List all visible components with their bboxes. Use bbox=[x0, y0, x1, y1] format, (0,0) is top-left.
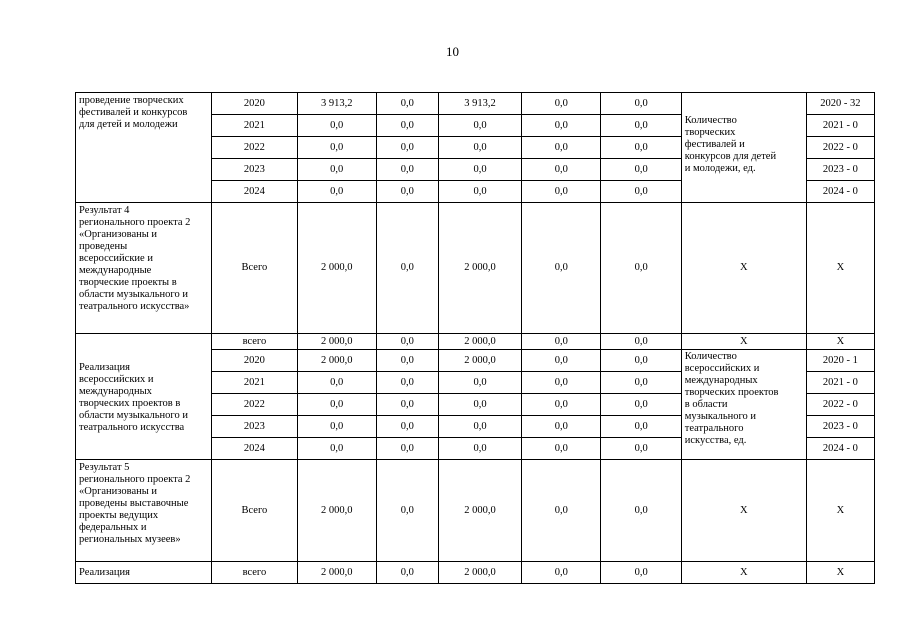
event-description-cell: Реализация всероссийских и международных творческих проектов в области музыкального и театрального искусства bbox=[76, 334, 212, 460]
year-cell: 2024 bbox=[212, 438, 297, 460]
value-cell: 0,0 bbox=[601, 438, 681, 460]
year-cell: Всего bbox=[212, 460, 297, 562]
value-cell: 0,0 bbox=[376, 350, 438, 372]
indicator-cell: Х bbox=[681, 562, 806, 584]
target-cell: 2022 - 0 bbox=[806, 394, 874, 416]
year-cell: всего bbox=[212, 562, 297, 584]
indicator-cell: Количество всероссийских и международных творческих проектов в области музыкального и театрального искусства, ед. bbox=[681, 350, 806, 460]
value-cell: 0,0 bbox=[601, 93, 681, 115]
value-cell: 2 000,0 bbox=[438, 460, 521, 562]
value-cell: 0,0 bbox=[522, 394, 601, 416]
value-cell: 2 000,0 bbox=[438, 334, 521, 350]
indicator-cell: Х bbox=[681, 460, 806, 562]
target-cell: 2023 - 0 bbox=[806, 159, 874, 181]
target-cell: 2024 - 0 bbox=[806, 438, 874, 460]
value-cell: 0,0 bbox=[376, 93, 438, 115]
year-cell: Всего bbox=[212, 203, 297, 334]
value-cell: 0,0 bbox=[522, 372, 601, 394]
value-cell: 0,0 bbox=[438, 181, 521, 203]
year-cell: 2020 bbox=[212, 350, 297, 372]
value-cell: 0,0 bbox=[376, 438, 438, 460]
value-cell: 0,0 bbox=[601, 334, 681, 350]
value-cell: 0,0 bbox=[522, 93, 601, 115]
value-cell: 0,0 bbox=[522, 562, 601, 584]
target-cell: Х bbox=[806, 460, 874, 562]
value-cell: 0,0 bbox=[601, 350, 681, 372]
value-cell: 0,0 bbox=[297, 394, 376, 416]
value-cell: 2 000,0 bbox=[438, 203, 521, 334]
value-cell: 0,0 bbox=[601, 562, 681, 584]
value-cell: 0,0 bbox=[376, 416, 438, 438]
value-cell: 0,0 bbox=[376, 203, 438, 334]
target-cell: 2021 - 0 bbox=[806, 372, 874, 394]
value-cell: 0,0 bbox=[522, 115, 601, 137]
value-cell: 2 000,0 bbox=[297, 203, 376, 334]
value-cell: 0,0 bbox=[601, 372, 681, 394]
year-cell: 2024 bbox=[212, 181, 297, 203]
target-cell: 2022 - 0 bbox=[806, 137, 874, 159]
value-cell: 0,0 bbox=[297, 115, 376, 137]
value-cell: 0,0 bbox=[601, 416, 681, 438]
table-row bbox=[76, 562, 875, 584]
result-description-cell: Результат 5 регионального проекта 2 «Организованы и проведены выставочные проекты ведущих федеральных и региональных музеев» bbox=[76, 460, 212, 562]
indicator-cell: Количество творческих фестивалей и конкурсов для детей и молодежи, ед. bbox=[681, 93, 806, 203]
value-cell: 0,0 bbox=[376, 562, 438, 584]
value-cell: 0,0 bbox=[522, 350, 601, 372]
value-cell: 0,0 bbox=[522, 137, 601, 159]
value-cell: 0,0 bbox=[376, 394, 438, 416]
value-cell: 0,0 bbox=[522, 438, 601, 460]
value-cell: 0,0 bbox=[522, 416, 601, 438]
year-cell: 2022 bbox=[212, 137, 297, 159]
year-cell: 2021 bbox=[212, 372, 297, 394]
value-cell: 0,0 bbox=[522, 334, 601, 350]
value-cell: 0,0 bbox=[438, 372, 521, 394]
value-cell: 0,0 bbox=[438, 115, 521, 137]
value-cell: 0,0 bbox=[297, 181, 376, 203]
event-description-cell: проведение творческих фестивалей и конкурсов для детей и молодежи bbox=[76, 93, 212, 203]
target-cell: 2024 - 0 bbox=[806, 181, 874, 203]
value-cell: 3 913,2 bbox=[438, 93, 521, 115]
value-cell: 0,0 bbox=[438, 438, 521, 460]
value-cell: 2 000,0 bbox=[438, 350, 521, 372]
value-cell: 0,0 bbox=[601, 137, 681, 159]
value-cell: 2 000,0 bbox=[438, 562, 521, 584]
value-cell: 2 000,0 bbox=[297, 350, 376, 372]
value-cell: 0,0 bbox=[297, 372, 376, 394]
value-cell: 0,0 bbox=[522, 181, 601, 203]
value-cell: 0,0 bbox=[297, 416, 376, 438]
table-row bbox=[76, 203, 875, 334]
result-description-cell: Результат 4 регионального проекта 2 «Организованы и проведены всероссийские и международные творческие проекты в области музыкального и театрального искусства» bbox=[76, 203, 212, 334]
table-row bbox=[76, 334, 875, 350]
value-cell: 0,0 bbox=[601, 460, 681, 562]
value-cell: 0,0 bbox=[522, 159, 601, 181]
value-cell: 2 000,0 bbox=[297, 334, 376, 350]
value-cell: 0,0 bbox=[376, 181, 438, 203]
year-cell: 2022 bbox=[212, 394, 297, 416]
value-cell: 0,0 bbox=[438, 137, 521, 159]
value-cell: 0,0 bbox=[601, 181, 681, 203]
value-cell: 0,0 bbox=[601, 394, 681, 416]
value-cell: 0,0 bbox=[297, 159, 376, 181]
value-cell: 0,0 bbox=[601, 159, 681, 181]
value-cell: 2 000,0 bbox=[297, 562, 376, 584]
value-cell: 0,0 bbox=[376, 159, 438, 181]
event-description-cell: Реализация bbox=[76, 562, 212, 584]
value-cell: 0,0 bbox=[376, 334, 438, 350]
value-cell: 0,0 bbox=[438, 159, 521, 181]
value-cell: 0,0 bbox=[297, 438, 376, 460]
target-cell: 2021 - 0 bbox=[806, 115, 874, 137]
value-cell: 0,0 bbox=[522, 203, 601, 334]
page-number: 10 bbox=[446, 44, 459, 59]
value-cell: 0,0 bbox=[297, 137, 376, 159]
target-cell: Х bbox=[806, 203, 874, 334]
year-cell: 2020 bbox=[212, 93, 297, 115]
table-row bbox=[76, 460, 875, 562]
value-cell: 0,0 bbox=[376, 115, 438, 137]
target-cell: 2020 - 1 bbox=[806, 350, 874, 372]
value-cell: 0,0 bbox=[601, 115, 681, 137]
indicator-cell: Х bbox=[681, 334, 806, 350]
value-cell: 0,0 bbox=[376, 372, 438, 394]
program-table bbox=[75, 92, 875, 584]
year-cell: 2021 bbox=[212, 115, 297, 137]
value-cell: 0,0 bbox=[438, 416, 521, 438]
target-cell: 2020 - 32 bbox=[806, 93, 874, 115]
year-cell: 2023 bbox=[212, 416, 297, 438]
value-cell: 0,0 bbox=[601, 203, 681, 334]
indicator-cell: Х bbox=[681, 203, 806, 334]
target-cell: Х bbox=[806, 334, 874, 350]
target-cell: Х bbox=[806, 562, 874, 584]
table-row bbox=[76, 93, 875, 115]
target-cell: 2023 - 0 bbox=[806, 416, 874, 438]
year-cell: всего bbox=[212, 334, 297, 350]
value-cell: 2 000,0 bbox=[297, 460, 376, 562]
value-cell: 0,0 bbox=[376, 460, 438, 562]
value-cell: 0,0 bbox=[438, 394, 521, 416]
value-cell: 3 913,2 bbox=[297, 93, 376, 115]
year-cell: 2023 bbox=[212, 159, 297, 181]
value-cell: 0,0 bbox=[522, 460, 601, 562]
value-cell: 0,0 bbox=[376, 137, 438, 159]
